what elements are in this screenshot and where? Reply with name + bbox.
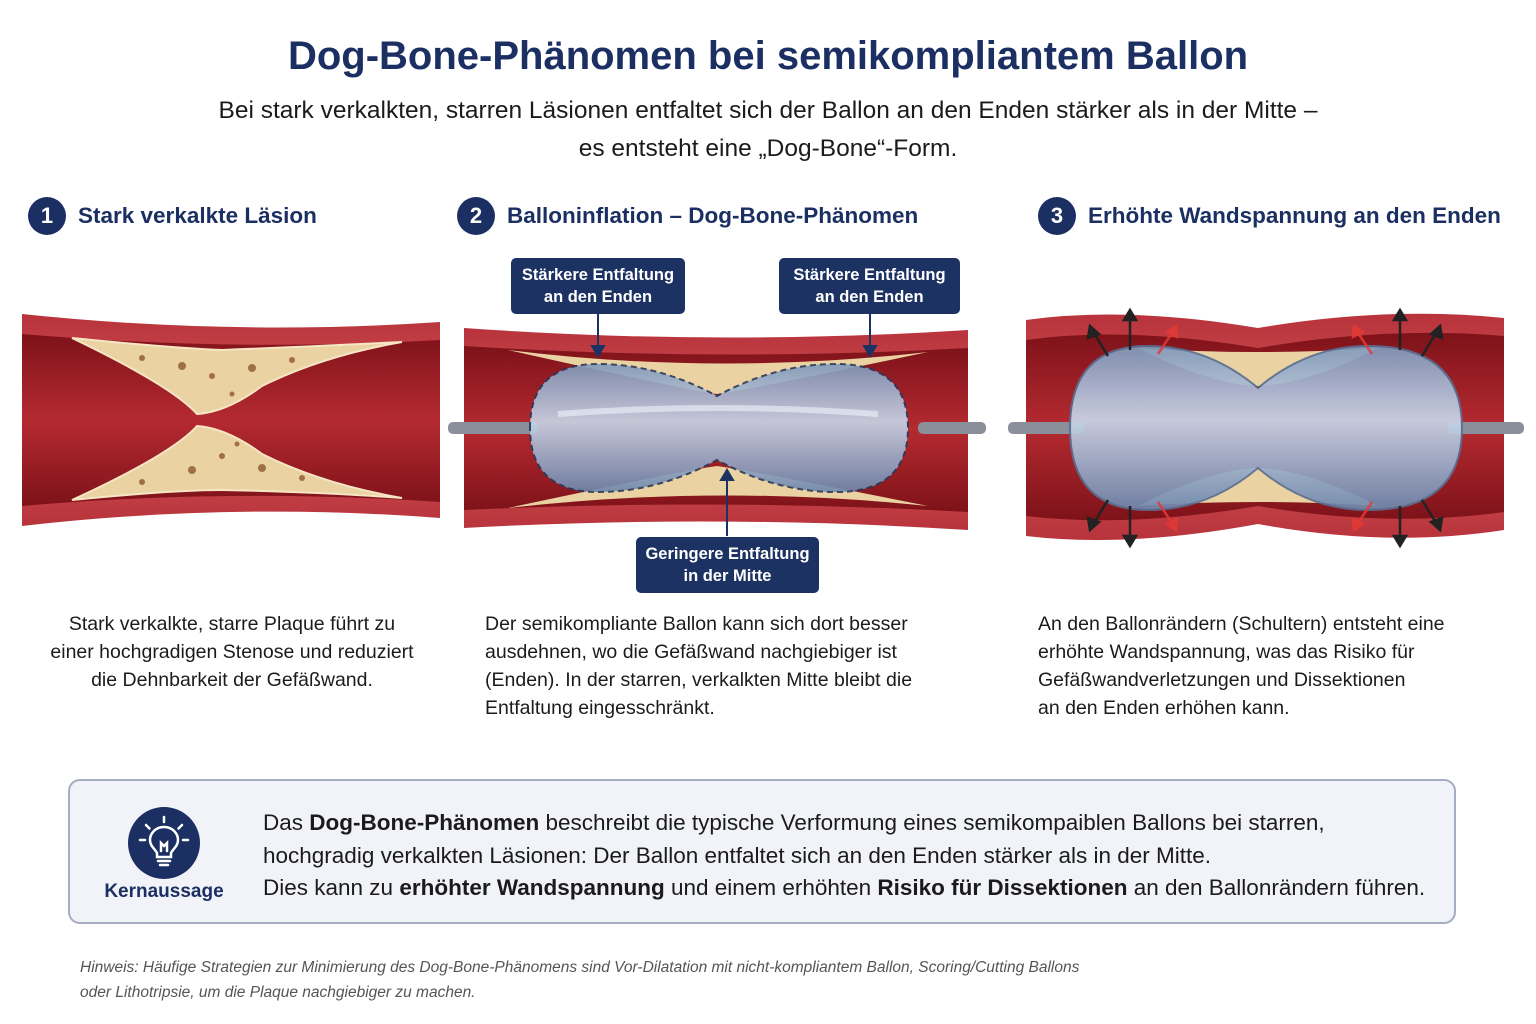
panel-3-desc-line-2: erhöhte Wandspannung, was das Risiko für: [1038, 641, 1415, 663]
panel-2-desc-line-2: ausdehnen, wo die Gefäßwand nachgiebiger ist: [485, 641, 897, 663]
panel-3-title: Erhöhte Wandspannung an den Enden: [1088, 203, 1501, 228]
key-line-3-post: an den Ballonrändern führen.: [1127, 875, 1426, 900]
panel-2-desc-line-3: (Enden). In der starren, verkalkten Mitte bleibt die: [485, 669, 913, 691]
key-line-3-pre: Dies kann zu: [263, 875, 400, 900]
footnote-line-2: oder Lithotripsie, um die Plaque nachgiebiger zu machen.: [80, 984, 476, 1001]
panel-2-title: Balloninflation – Dog-Bone-Phänomen: [507, 203, 919, 228]
key-message-text: [263, 807, 1443, 905]
key-line-1-post: beschreibt die typische Verformung eines semikompaiblen Ballons bei starren,: [539, 810, 1325, 835]
panel-3-desc-line-4: an den Enden erhöhen kann.: [1038, 697, 1290, 719]
callout-left-line-2: an den Enden: [543, 288, 653, 306]
callout-pointers: [440, 300, 1000, 550]
subtitle-line-1: Bei stark verkalkten, starren Läsionen entfaltet sich der Ballon an den Enden stärker als in der Mitte –: [218, 97, 1318, 124]
panel-3-desc-line-1: An den Ballonrändern (Schultern) entsteht eine: [1038, 613, 1445, 635]
key-line-1-pre: Das: [263, 810, 310, 835]
callout-right-line-2: an den Enden: [815, 288, 924, 306]
callout-right-line-1: Stärkere Entfaltung: [793, 266, 946, 284]
subtitle-line-2: es entsteht eine „Dog-Bone“-Form.: [578, 135, 958, 162]
page-subtitle: [118, 92, 1418, 168]
panel-1-desc-line-3: die Dehnbarkeit der Gefäßwand.: [91, 669, 373, 691]
panel-1-desc-line-2: einer hochgradigen Stenose und reduziert: [50, 641, 414, 663]
calcified-lesion-illustration: [22, 306, 440, 532]
panel-3-desc-line-3: Gefäßwandverletzungen und Dissektionen: [1038, 669, 1406, 691]
wall-stress-illustration: [1008, 300, 1524, 550]
panel-1-title: Stark verkalkte Läsion: [78, 203, 317, 228]
key-line-3-bold-2: Risiko für Dissektionen: [877, 875, 1128, 900]
page-title: Dog-Bone-Phänomen bei semikompliantem Ballon: [287, 34, 1249, 78]
callout-left-line-1: Stärkere Entfaltung: [521, 266, 675, 284]
key-message-box: [68, 779, 1456, 924]
key-line-1: [263, 807, 1443, 840]
panel-1-description: [22, 610, 442, 694]
panel-2-header: [457, 196, 918, 236]
callout-middle-line-2: in der Mitte: [683, 567, 772, 585]
panel-2-desc-line-4: Entfaltung eingesschränkt.: [485, 697, 715, 719]
key-line-3-bold-1: erhöhter Wandspannung: [399, 875, 665, 900]
footnote-line-1: Hinweis: Häufige Strategien zur Minimierung des Dog-Bone-Phänomens sind Vor-Dilatation mit nicht-kompliantem Ballon, Scoring/Cutting Ballons: [80, 959, 1080, 976]
panel-2-number: 2: [457, 197, 495, 235]
panel-2-description: [485, 610, 965, 722]
key-line-3: [263, 872, 1443, 905]
panel-3-number: 3: [1038, 197, 1076, 235]
panel-3-header: [1038, 196, 1501, 236]
callout-middle-line-1: Geringere Entfaltung: [645, 545, 810, 563]
key-line-2: hochgradig verkalkten Läsionen: Der Ballon entfaltet sich an den Enden stärker als in der Mitte.: [263, 842, 1212, 868]
key-message-label: Kernaussage: [104, 881, 224, 902]
key-line-3-mid: und einem erhöhten: [664, 875, 878, 900]
footnote: [80, 955, 1280, 1005]
panel-1-number: 1: [28, 197, 66, 235]
panel-1-desc-line-1: Stark verkalkte, starre Plaque führt zu: [68, 613, 396, 635]
panel-3-description: [1038, 610, 1508, 722]
lightbulb-icon: [128, 807, 200, 879]
panel-2-desc-line-1: Der semikompliante Ballon kann sich dort besser: [485, 613, 908, 635]
panel-1-header: [28, 196, 317, 236]
key-line-1-bold: Dog-Bone-Phänomen: [309, 810, 540, 835]
